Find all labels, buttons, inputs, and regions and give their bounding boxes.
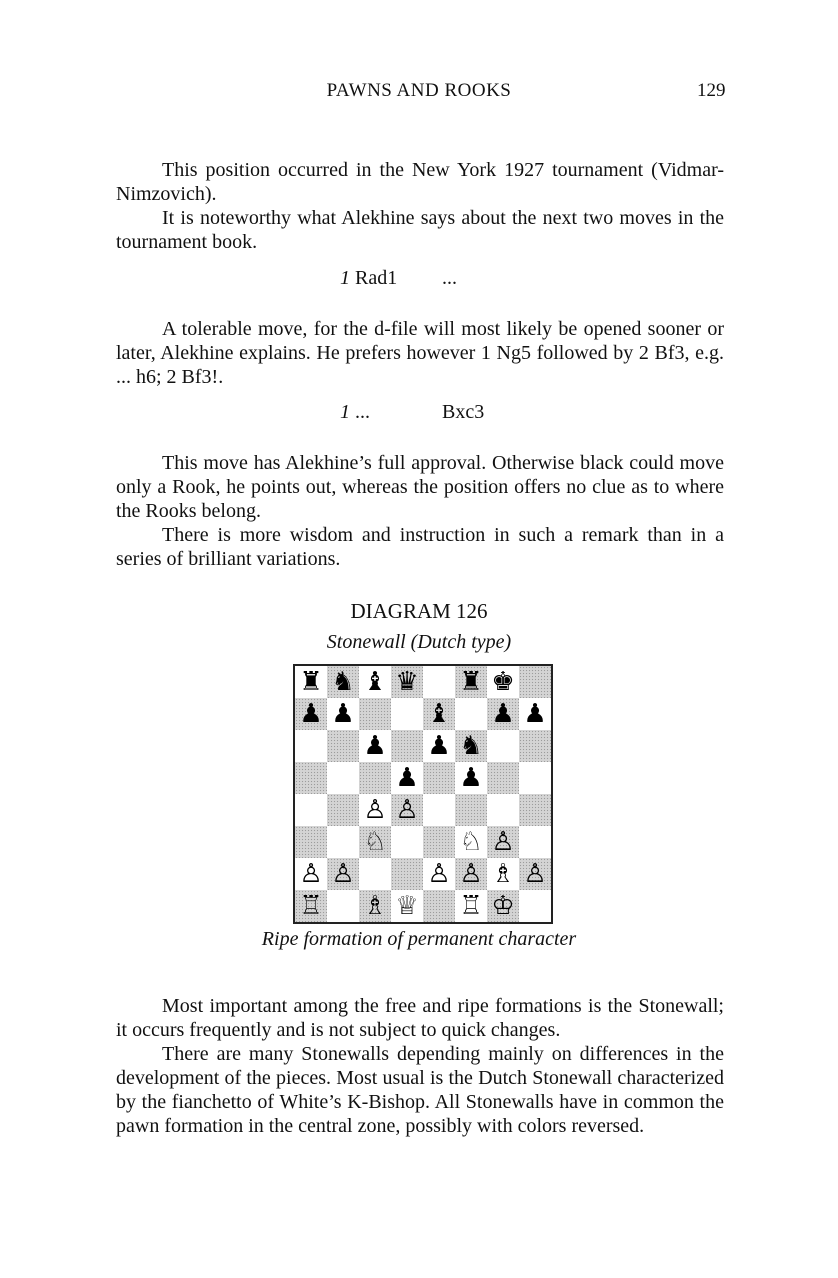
move-line-2	[340, 400, 370, 424]
square-c3	[359, 826, 391, 858]
square-e1	[423, 890, 455, 922]
stonewall-text	[116, 994, 724, 1138]
square-h6	[519, 730, 551, 762]
square-h1	[519, 890, 551, 922]
square-b1	[327, 890, 359, 922]
square-d3	[391, 826, 423, 858]
diagram-heading: DIAGRAM 126	[350, 599, 488, 623]
white-pawn-icon: ♙	[363, 795, 387, 825]
approval-text	[116, 451, 724, 571]
move-number: 1	[340, 401, 350, 423]
square-h3	[519, 826, 551, 858]
square-d8	[391, 666, 423, 698]
black-pawn-icon: ♟	[363, 731, 387, 761]
white-move: Rad1	[355, 267, 398, 289]
square-g5	[487, 762, 519, 794]
square-a4	[295, 794, 327, 826]
square-e6	[423, 730, 455, 762]
square-c5	[359, 762, 391, 794]
white-pawn-icon: ♙	[491, 827, 515, 857]
running-head-title: PAWNS AND ROOKS	[326, 80, 512, 101]
black-pawn-icon: ♟	[491, 699, 515, 729]
black-move: Bxc3	[442, 401, 485, 423]
square-a7	[295, 698, 327, 730]
white-knight-icon: ♘	[363, 827, 387, 857]
alekhine-comment	[116, 317, 724, 389]
white-pawn-icon: ♙	[459, 859, 483, 889]
square-f8	[455, 666, 487, 698]
black-rook-icon: ♜	[459, 667, 483, 697]
black-pawn-icon: ♟	[299, 699, 323, 729]
move-line-1	[340, 266, 397, 290]
square-a1	[295, 890, 327, 922]
black-pawn-icon: ♟	[523, 699, 547, 729]
square-f1	[455, 890, 487, 922]
square-g7	[487, 698, 519, 730]
square-d7	[391, 698, 423, 730]
white-bishop-icon: ♗	[363, 891, 387, 921]
black-pawn-icon: ♟	[395, 763, 419, 793]
black-pawn-icon: ♟	[331, 699, 355, 729]
square-e7	[423, 698, 455, 730]
square-b6	[327, 730, 359, 762]
square-e8	[423, 666, 455, 698]
white-pawn-icon: ♙	[523, 859, 547, 889]
black-rook-icon: ♜	[299, 667, 323, 697]
black-king-icon: ♚	[491, 667, 515, 697]
white-pawn-icon: ♙	[331, 859, 355, 889]
black-knight-icon: ♞	[459, 731, 483, 761]
square-e3	[423, 826, 455, 858]
square-c6	[359, 730, 391, 762]
white-move: ...	[355, 401, 370, 423]
paragraph: There are many Stonewalls depending mainly on differences in the development of the pieces. Most usual is the Dutch Stonewall characterized by the fianchetto of White’s K-Bishop. All Stonewalls have in common the pawn formation in the central zone, possibly with colors reversed.	[116, 1043, 724, 1137]
square-b2	[327, 858, 359, 890]
square-e2	[423, 858, 455, 890]
black-queen-icon: ♛	[395, 667, 419, 697]
square-e5	[423, 762, 455, 794]
square-a3	[295, 826, 327, 858]
square-b7	[327, 698, 359, 730]
black-knight-icon: ♞	[331, 667, 355, 697]
square-c1	[359, 890, 391, 922]
black-move: ...	[442, 267, 457, 289]
black-pawn-icon: ♟	[427, 731, 451, 761]
square-g6	[487, 730, 519, 762]
square-f7	[455, 698, 487, 730]
white-rook-icon: ♖	[299, 891, 323, 921]
square-h5	[519, 762, 551, 794]
square-f6	[455, 730, 487, 762]
chess-board	[293, 664, 553, 924]
white-pawn-icon: ♙	[299, 859, 323, 889]
square-c8	[359, 666, 391, 698]
paragraph: It is noteworthy what Alekhine says about the next two moves in the tournament book.	[116, 207, 724, 253]
white-bishop-icon: ♗	[491, 859, 515, 889]
square-h4	[519, 794, 551, 826]
running-head	[0, 80, 838, 106]
square-h7	[519, 698, 551, 730]
square-d5	[391, 762, 423, 794]
square-b3	[327, 826, 359, 858]
intro-text	[116, 158, 724, 254]
square-f3	[455, 826, 487, 858]
black-pawn-icon: ♟	[459, 763, 483, 793]
square-g2	[487, 858, 519, 890]
square-d4	[391, 794, 423, 826]
square-c2	[359, 858, 391, 890]
paragraph: A tolerable move, for the d-file will most likely be opened sooner or later, Alekhine explains. He prefers however 1 Ng5 followed by 2 Bf3, e.g. ... h6; 2 Bf3!.	[116, 318, 724, 388]
square-g3	[487, 826, 519, 858]
square-d6	[391, 730, 423, 762]
page-number: 129	[697, 80, 726, 101]
white-pawn-icon: ♙	[395, 795, 419, 825]
white-rook-icon: ♖	[459, 891, 483, 921]
diagram-subtitle: Stonewall (Dutch type)	[326, 631, 512, 653]
square-f2	[455, 858, 487, 890]
square-c7	[359, 698, 391, 730]
white-queen-icon: ♕	[395, 891, 419, 921]
square-d2	[391, 858, 423, 890]
square-h8	[519, 666, 551, 698]
black-bishop-icon: ♝	[427, 699, 451, 729]
move-line-2-black	[442, 400, 484, 424]
paragraph: There is more wisdom and instruction in such a remark than in a series of brilliant variations.	[116, 524, 724, 570]
square-b5	[327, 762, 359, 794]
square-a2	[295, 858, 327, 890]
square-g1	[487, 890, 519, 922]
square-b4	[327, 794, 359, 826]
square-h2	[519, 858, 551, 890]
move-line-1-black	[442, 266, 457, 290]
square-f4	[455, 794, 487, 826]
square-g8	[487, 666, 519, 698]
paragraph: Most important among the free and ripe formations is the Stonewall; it occurs frequently and is not subject to quick changes.	[116, 995, 724, 1041]
square-a6	[295, 730, 327, 762]
black-bishop-icon: ♝	[363, 667, 387, 697]
square-b8	[327, 666, 359, 698]
paragraph: This move has Alekhine’s full approval. Otherwise black could move only a Rook, he points out, whereas the position offers no clue as to where the Rooks belong.	[116, 452, 724, 522]
move-number: 1	[340, 267, 350, 289]
square-c4	[359, 794, 391, 826]
white-king-icon: ♔	[491, 891, 515, 921]
square-g4	[487, 794, 519, 826]
white-pawn-icon: ♙	[427, 859, 451, 889]
white-knight-icon: ♘	[459, 827, 483, 857]
square-e4	[423, 794, 455, 826]
square-f5	[455, 762, 487, 794]
diagram-caption: Ripe formation of permanent character	[261, 928, 577, 950]
square-d1	[391, 890, 423, 922]
paragraph: This position occurred in the New York 1927 tournament (Vidmar-Nimzovich).	[116, 159, 724, 205]
square-a5	[295, 762, 327, 794]
square-a8	[295, 666, 327, 698]
